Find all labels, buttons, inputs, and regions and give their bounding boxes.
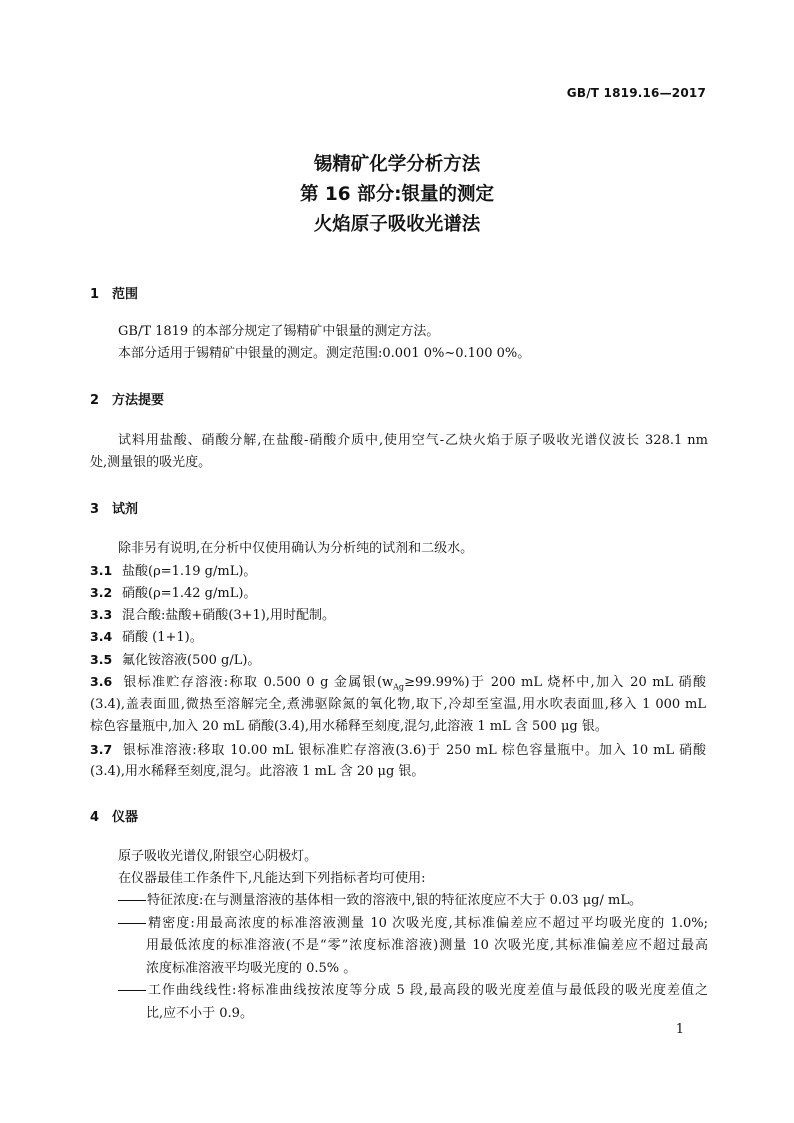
section-number: 4 <box>90 810 100 825</box>
paragraph: 试料用盐酸、硝酸分解,在盐酸-硝酸介质中,使用空气-乙炔火焰于原子吸收光谱仪波长 328.1 nm <box>118 433 708 448</box>
indicator-item: 精密度:用最高浓度的标准溶液测量 10 次吸光度,其标准偏差应不超过平均吸光度的 1.0%; <box>118 913 708 935</box>
title-line-1: 锡精矿化学分析方法 <box>313 154 481 175</box>
section-number: 1 <box>90 287 100 302</box>
indicator-item-cont: 用最低浓度的标准溶液(不是“零”浓度标准溶液)测量 10 次吸光度,其标准偏差应不超过最高 <box>146 938 708 953</box>
title-line-2: 第 16 部分:银量的测定 <box>299 184 495 205</box>
section-3-heading <box>90 498 138 517</box>
reagent-item-cont: 棕色容量瓶中,加入 20 mL 硝酸(3.4),用水稀释至刻度,混匀,此溶液 1 mL 含 500 μg 银。 <box>90 719 608 734</box>
indicator-item: 工作曲线线性:将标准曲线按浓度等分成 5 段,最高段的吸光度差值与最低段的吸光度差值之 <box>118 980 708 1002</box>
section-title: 方法提要 <box>112 393 165 408</box>
paragraph: GB/T 1819 的本部分规定了锡精矿中银量的测定方法。 <box>118 324 440 339</box>
indicator-item-cont: 浓度标准溶液平均吸光度的 0.5% 。 <box>146 961 357 976</box>
standard-number: GB/T 1819.16—2017 <box>566 86 706 100</box>
dash-mark <box>118 923 146 924</box>
reagent-item: 3.2 硝酸(ρ=1.42 g/mL)。 <box>90 585 257 601</box>
paragraph: 原子吸收光谱仪,附银空心阴极灯。 <box>118 849 318 864</box>
paragraph-cont: 处,测量银的吸光度。 <box>90 455 212 470</box>
page-number: 1 <box>675 1022 684 1037</box>
reagent-item: 3.5 氟化铵溶液(500 g/L)。 <box>90 652 261 668</box>
section-title: 仪器 <box>112 810 139 825</box>
section-1-heading <box>90 283 138 302</box>
reagent-item: 3.4 硝酸 (1+1)。 <box>90 629 203 645</box>
reagent-item: 3.6 银标准贮存溶液:称取 0.500 0 g 金属银$(w_{Ag}\ge 99.99\%)$于 200 mL 烧杯中,加入 20 mL 硝酸 <box>90 674 706 692</box>
indicator-item-cont: 比,应不小于 0.9。 <box>146 1006 253 1021</box>
document-title <box>0 150 794 240</box>
section-4-heading <box>90 806 138 825</box>
reagent-item: 3.7 银标准溶液:移取 10.00 mL 银标准贮存溶液(3.6)于 250 mL 棕色容量瓶中。加入 10 mL 硝酸 <box>90 742 706 758</box>
section-title: 范围 <box>112 287 139 302</box>
title-line-3: 火焰原子吸收光谱法 <box>313 214 481 235</box>
paragraph: 在仪器最佳工作条件下,凡能达到下列指标者均可使用: <box>118 871 426 886</box>
section-number: 3 <box>90 502 100 517</box>
section-title: 试剂 <box>112 502 139 517</box>
reagent-item: 3.3 混合酸:盐酸+硝酸(3+1),用时配制。 <box>90 607 335 623</box>
section-number: 2 <box>90 393 100 408</box>
reagent-item: 3.1 盐酸(ρ=1.19 g/mL)。 <box>90 563 257 579</box>
paragraph: 除非另有说明,在分析中仅使用确认为分析纯的试剂和二级水。 <box>118 541 474 556</box>
paragraph: 本部分适用于锡精矿中银量的测定。测定范围:0.001 0%~0.100 0%。 <box>118 346 531 361</box>
reagent-item-cont: (3.4),盖表面皿,微热至溶解完全,煮沸驱除氮的氧化物,取下,冷却至室温,用水吹表面皿,移入 1 000 mL <box>90 697 706 712</box>
dash-mark <box>118 990 146 991</box>
reagent-item-cont: (3.4),用水稀释至刻度,混匀。此溶液 1 mL 含 20 μg 银。 <box>90 764 425 779</box>
section-2-heading <box>90 389 164 408</box>
dash-mark <box>118 900 146 901</box>
indicator-item: 特征浓度:在与测量溶液的基体相一致的溶液中,银的特征浓度应不大于 0.03 μg/ mL。 <box>118 890 708 912</box>
